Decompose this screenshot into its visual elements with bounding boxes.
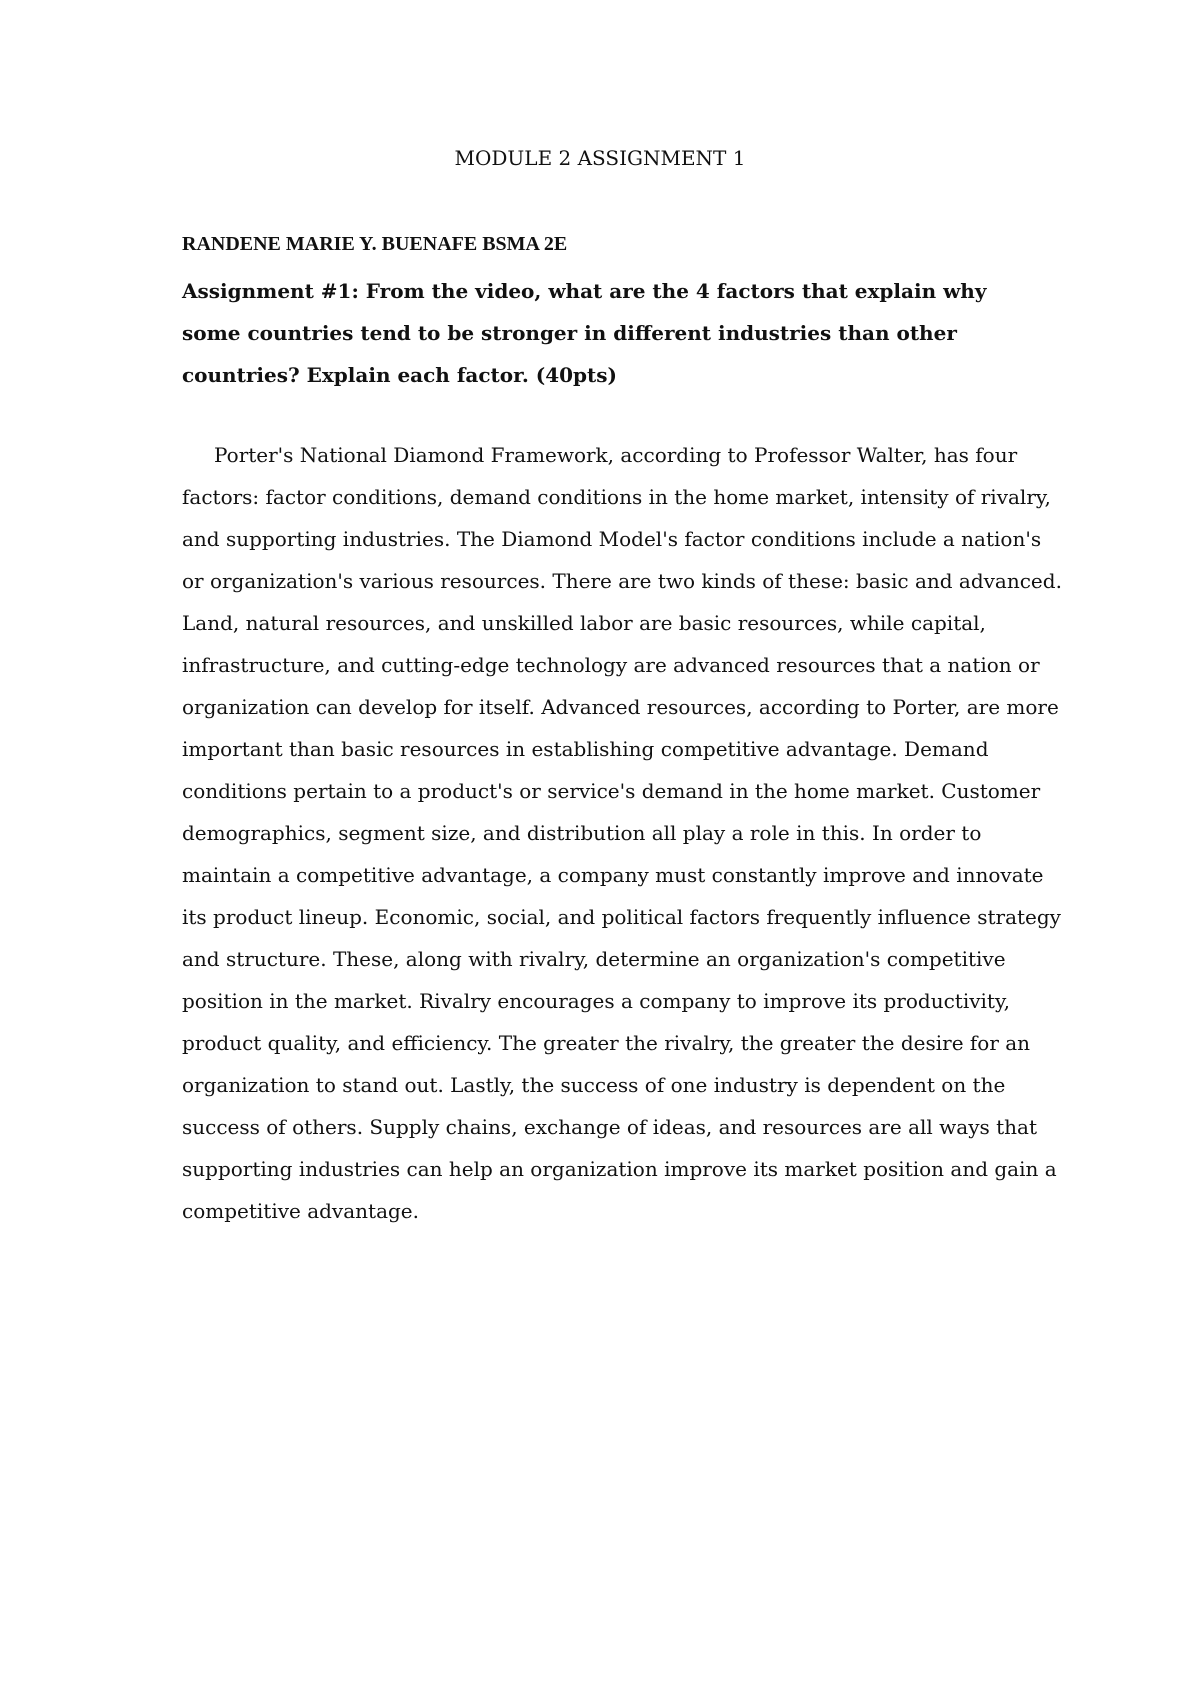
answer-line: competitive advantage. — [182, 1199, 419, 1223]
answer-line: Porter's National Diamond Framework, according to Professor Walter, has four — [214, 443, 1018, 467]
answer-line: Land, natural resources, and unskilled labor are basic resources, while capital, — [182, 611, 986, 635]
answer-line: important than basic resources in establishing competitive advantage. Demand — [182, 737, 989, 761]
question-line: some countries tend to be stronger in different industries than other — [182, 321, 957, 345]
answer-line: product quality, and efficiency. The greater the rivalry, the greater the desire for an — [182, 1031, 1031, 1055]
answer-line: and supporting industries. The Diamond Model's factor conditions include a nation's — [182, 527, 1042, 551]
answer-line: and structure. These, along with rivalry, determine an organization's competitive — [182, 947, 1006, 971]
question-line: countries? Explain each factor. (40pts) — [182, 363, 617, 387]
answer-line: conditions pertain to a product's or service's demand in the home market. Customer — [182, 779, 1041, 803]
answer-line: factors: factor conditions, demand conditions in the home market, intensity of rivalry, — [182, 485, 1051, 509]
assignment-question — [182, 270, 987, 396]
answer-line: position in the market. Rivalry encourages a company to improve its productivity, — [182, 989, 1010, 1013]
answer-line: organization can develop for itself. Advanced resources, according to Porter, are more — [182, 695, 1059, 719]
author-line: RANDENE MARIE Y. BUENAFE BSMA 2E — [182, 233, 568, 255]
answer-line: maintain a competitive advantage, a company must constantly improve and innovate — [182, 863, 1044, 887]
answer-paragraph — [182, 434, 1062, 1232]
answer-line: demographics, segment size, and distribution all play a role in this. In order to — [182, 821, 982, 845]
document-title: MODULE 2 ASSIGNMENT 1 — [454, 146, 746, 170]
answer-line: its product lineup. Economic, social, and political factors frequently influence strategy — [182, 905, 1061, 929]
question-line: Assignment #1: From the video, what are the 4 factors that explain why — [182, 279, 987, 303]
answer-line: supporting industries can help an organization improve its market position and gain a — [182, 1157, 1057, 1181]
answer-line: infrastructure, and cutting-edge technology are advanced resources that a nation or — [182, 653, 1040, 677]
answer-line: organization to stand out. Lastly, the success of one industry is dependent on the — [182, 1073, 1006, 1097]
answer-line: or organization's various resources. There are two kinds of these: basic and advanced. — [182, 569, 1062, 593]
answer-line: success of others. Supply chains, exchange of ideas, and resources are all ways that — [182, 1115, 1037, 1139]
